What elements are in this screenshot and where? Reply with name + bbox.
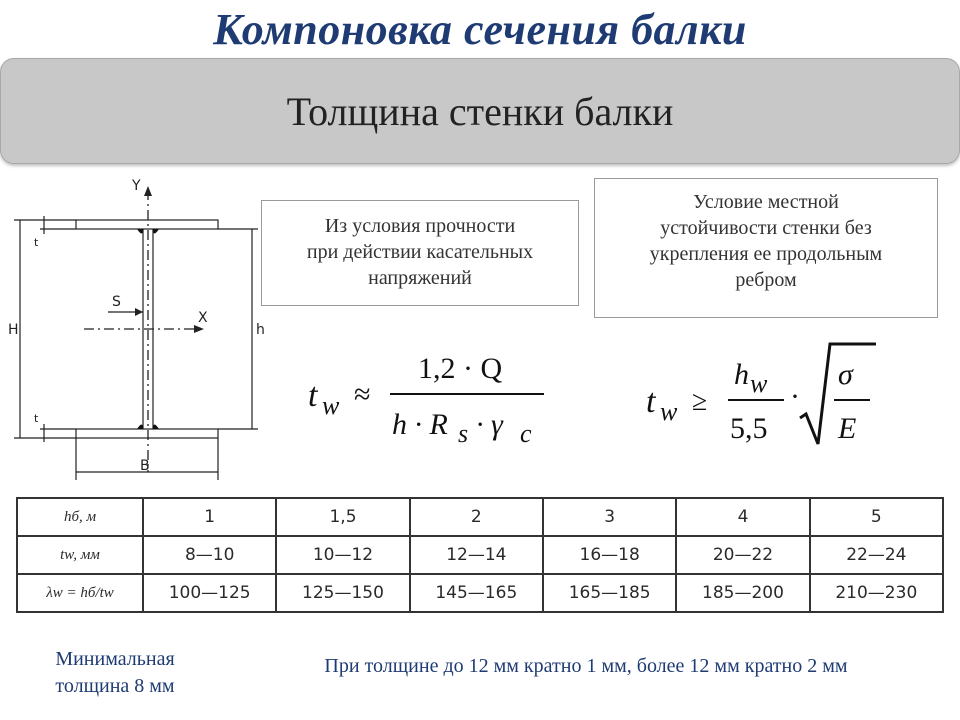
table-cell: 4 bbox=[676, 498, 809, 536]
box-left-line3: напряжений bbox=[368, 267, 472, 289]
svg-text:c: c bbox=[520, 419, 532, 448]
table-header-t: tw, мм bbox=[17, 536, 143, 574]
table-header-l: λw = hб/tw bbox=[17, 574, 143, 612]
box-left-line2: при действии касательных bbox=[306, 241, 534, 263]
box-left-line1: Из условия прочности bbox=[324, 215, 516, 237]
table-header-h: hб, м bbox=[17, 498, 143, 536]
note-left-line1: Минимальная bbox=[55, 648, 175, 670]
table-row-slenderness bbox=[17, 574, 943, 612]
svg-text:s: s bbox=[458, 419, 469, 448]
top-flange bbox=[76, 220, 218, 229]
t-top-label: t bbox=[34, 236, 39, 249]
svg-text:E: E bbox=[838, 412, 857, 445]
box-right-line4: ребром bbox=[735, 269, 797, 291]
table-row-height bbox=[17, 498, 943, 536]
table-cell: 10—12 bbox=[276, 536, 409, 574]
table-cell: 20—22 bbox=[676, 536, 809, 574]
s-label: S bbox=[112, 294, 121, 310]
table-cell: 125—150 bbox=[276, 574, 409, 612]
table-cell: 8—10 bbox=[143, 536, 276, 574]
box-right-line2: устойчивости стенки без bbox=[660, 217, 872, 239]
svg-text:t: t bbox=[646, 383, 656, 420]
table-cell: 5 bbox=[810, 498, 943, 536]
table-cell: 1,5 bbox=[276, 498, 409, 536]
bottom-flange bbox=[76, 429, 218, 438]
svg-text:h: h bbox=[734, 358, 749, 391]
svg-text:h · R: h · R bbox=[392, 408, 448, 441]
formula-strength bbox=[300, 340, 560, 460]
svg-text:≥: ≥ bbox=[692, 386, 708, 417]
svg-text:·: · bbox=[790, 380, 800, 413]
svg-text:· γ: · γ bbox=[476, 408, 503, 441]
x-axis-arrow bbox=[194, 325, 204, 333]
slide-title: Компоновка сечения балки bbox=[213, 5, 747, 54]
table-cell: 210—230 bbox=[810, 574, 943, 612]
svg-text:w: w bbox=[322, 391, 340, 420]
svg-text:w: w bbox=[660, 397, 678, 426]
svg-text:t: t bbox=[308, 377, 318, 414]
x-axis-label: X bbox=[198, 310, 208, 326]
box-right-line3: укрепления ее продольным bbox=[649, 243, 883, 265]
formula-stability bbox=[640, 340, 900, 460]
table-cell: 165—185 bbox=[543, 574, 676, 612]
table-cell: 100—125 bbox=[143, 574, 276, 612]
box-right-line1: Условие местной bbox=[693, 191, 839, 213]
svg-text:σ: σ bbox=[838, 358, 853, 391]
y-axis-label: Y bbox=[132, 178, 141, 194]
table-cell: 3 bbox=[543, 498, 676, 536]
local-stability-condition-box bbox=[594, 178, 938, 318]
shear-strength-condition-box bbox=[261, 200, 579, 306]
thickness-multiple-note: При толщине до 12 мм кратно 1 мм, более 12 мм кратно 2 мм bbox=[324, 655, 848, 677]
svg-text:w: w bbox=[750, 369, 768, 398]
y-axis-arrow bbox=[144, 186, 152, 196]
table-cell: 2 bbox=[410, 498, 543, 536]
table-cell: 145—165 bbox=[410, 574, 543, 612]
note-left-line2: толщина 8 мм bbox=[55, 675, 175, 697]
h-big-label: H bbox=[8, 322, 19, 338]
web-thickness-table bbox=[16, 497, 944, 613]
table-cell: 12—14 bbox=[410, 536, 543, 574]
beam-section-diagram bbox=[0, 172, 290, 482]
b-label: B bbox=[140, 458, 150, 474]
table-cell: 16—18 bbox=[543, 536, 676, 574]
svg-text:≈: ≈ bbox=[354, 378, 371, 411]
h-small-label: h bbox=[256, 322, 265, 338]
table-cell: 22—24 bbox=[810, 536, 943, 574]
table-row-thickness bbox=[17, 536, 943, 574]
table-cell: 185—200 bbox=[676, 574, 809, 612]
formula1-numerator: 1,2 · Q bbox=[418, 352, 503, 385]
minimum-thickness-note bbox=[22, 646, 208, 700]
subtitle-text: Толщина стенки балки bbox=[286, 89, 674, 134]
t-bottom-label: t bbox=[34, 412, 39, 425]
table-cell: 1 bbox=[143, 498, 276, 536]
svg-text:5,5: 5,5 bbox=[730, 412, 768, 445]
